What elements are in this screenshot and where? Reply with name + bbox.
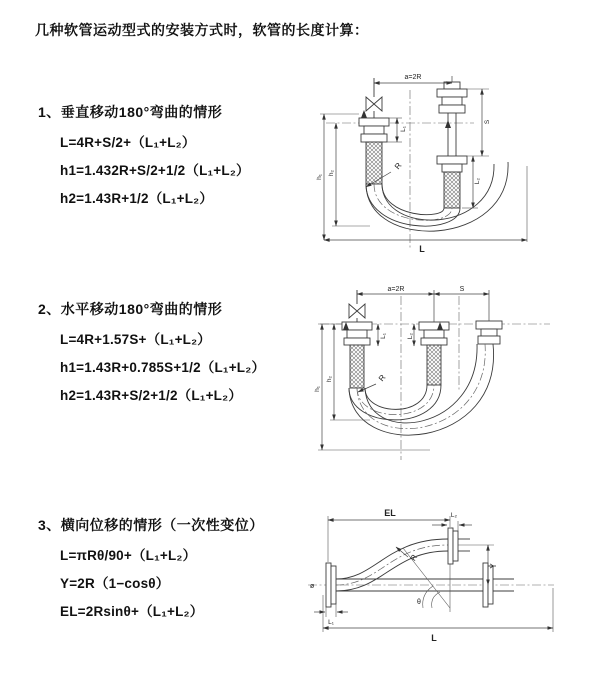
valve-icon [366, 97, 382, 111]
hose-curve-moved [366, 162, 508, 231]
d2-dim-l2-label: L₂ [407, 332, 414, 340]
d3-dim-l2-label: L₂ [450, 512, 458, 519]
d3-dim-l-label: L [431, 633, 437, 643]
d3-angle-label: θ [417, 599, 421, 606]
section-2 [38, 299, 318, 410]
d2-dim-h2-label: h₂ [326, 375, 333, 383]
formula-L: L=4R+1.57S+（L₁+L₂） [60, 332, 211, 347]
d2-dim-h1-label: h₁ [314, 386, 321, 392]
section-1 [38, 102, 318, 213]
section-2-heading: 2、水平移动180°弯曲的情形 [38, 301, 223, 317]
hose-curve [336, 539, 448, 579]
braided-hose [427, 345, 441, 385]
flange [483, 563, 488, 607]
d1-dim-l1-label: L₁ [400, 126, 407, 132]
formula-h1: h1=1.43R+0.785S+1/2（L₁+L₂） [60, 360, 266, 375]
page-title: 几种软管运动型式的安装方式时，软管的长度计算： [35, 22, 369, 38]
flange [419, 322, 449, 330]
d2-radius-label: R [376, 373, 388, 384]
flange [359, 118, 389, 126]
formula-h1: h1=1.432R+S/2+1/2（L₁+L₂） [60, 163, 250, 178]
up-arrow [445, 120, 451, 128]
section-1-heading: 1、垂直移动180°弯曲的情形 [38, 104, 223, 120]
flange [437, 89, 467, 97]
diagram-vertical-180-bend [312, 66, 596, 258]
d3-dim-y-label: Y [489, 563, 498, 569]
braided-hose [366, 142, 382, 184]
valve-icon [349, 304, 365, 318]
d1-dim-h1-label: h₁ [316, 174, 323, 180]
braided-hose [444, 172, 460, 208]
formula-h2: h2=1.43R+1/2（L₁+L₂） [60, 191, 214, 206]
flange [437, 156, 467, 164]
d3-radius-label: R [408, 552, 420, 563]
diagram-lateral-displacement [298, 500, 598, 652]
d2-dim-l1-label: L₁ [380, 333, 387, 339]
section-3 [38, 515, 318, 626]
d1-dim-a2r-label: a=2R [404, 74, 422, 81]
flange [326, 563, 331, 607]
d1-dim-h2-label: h₂ [328, 169, 335, 177]
formula-L: L=πRθ/90+（L₁+L₂） [60, 548, 197, 563]
section-3-heading: 3、横向位移的情形（一次性变位） [38, 517, 264, 533]
d3-pipe-mark: ø [310, 583, 315, 590]
d2-dim-s-label: S [459, 286, 465, 293]
d3-dim-el-label: EL [384, 508, 396, 518]
d1-dim-s-label: S [484, 119, 491, 125]
flange [476, 321, 502, 329]
formula-Y: Y=2R（1−cosθ） [60, 576, 170, 591]
flange [448, 528, 453, 564]
diagram-horizontal-180-bend [312, 280, 596, 472]
d1-dim-l-label: L [419, 244, 425, 254]
d2-dim-a2r-label: a=2R [387, 286, 405, 293]
d3-dim-l1-label: L₁ [328, 619, 334, 626]
d1-dim-l2-label: L₂ [474, 177, 481, 185]
formula-L: L=4R+S/2+（L₁+L₂） [60, 135, 196, 150]
formula-h2: h2=1.43R+S/2+1/2（L₁+L₂） [60, 388, 243, 403]
d1-radius-label: R [392, 161, 404, 172]
formula-EL: EL=2Rsinθ+（L₁+L₂） [60, 604, 204, 619]
braided-hose [350, 345, 364, 388]
